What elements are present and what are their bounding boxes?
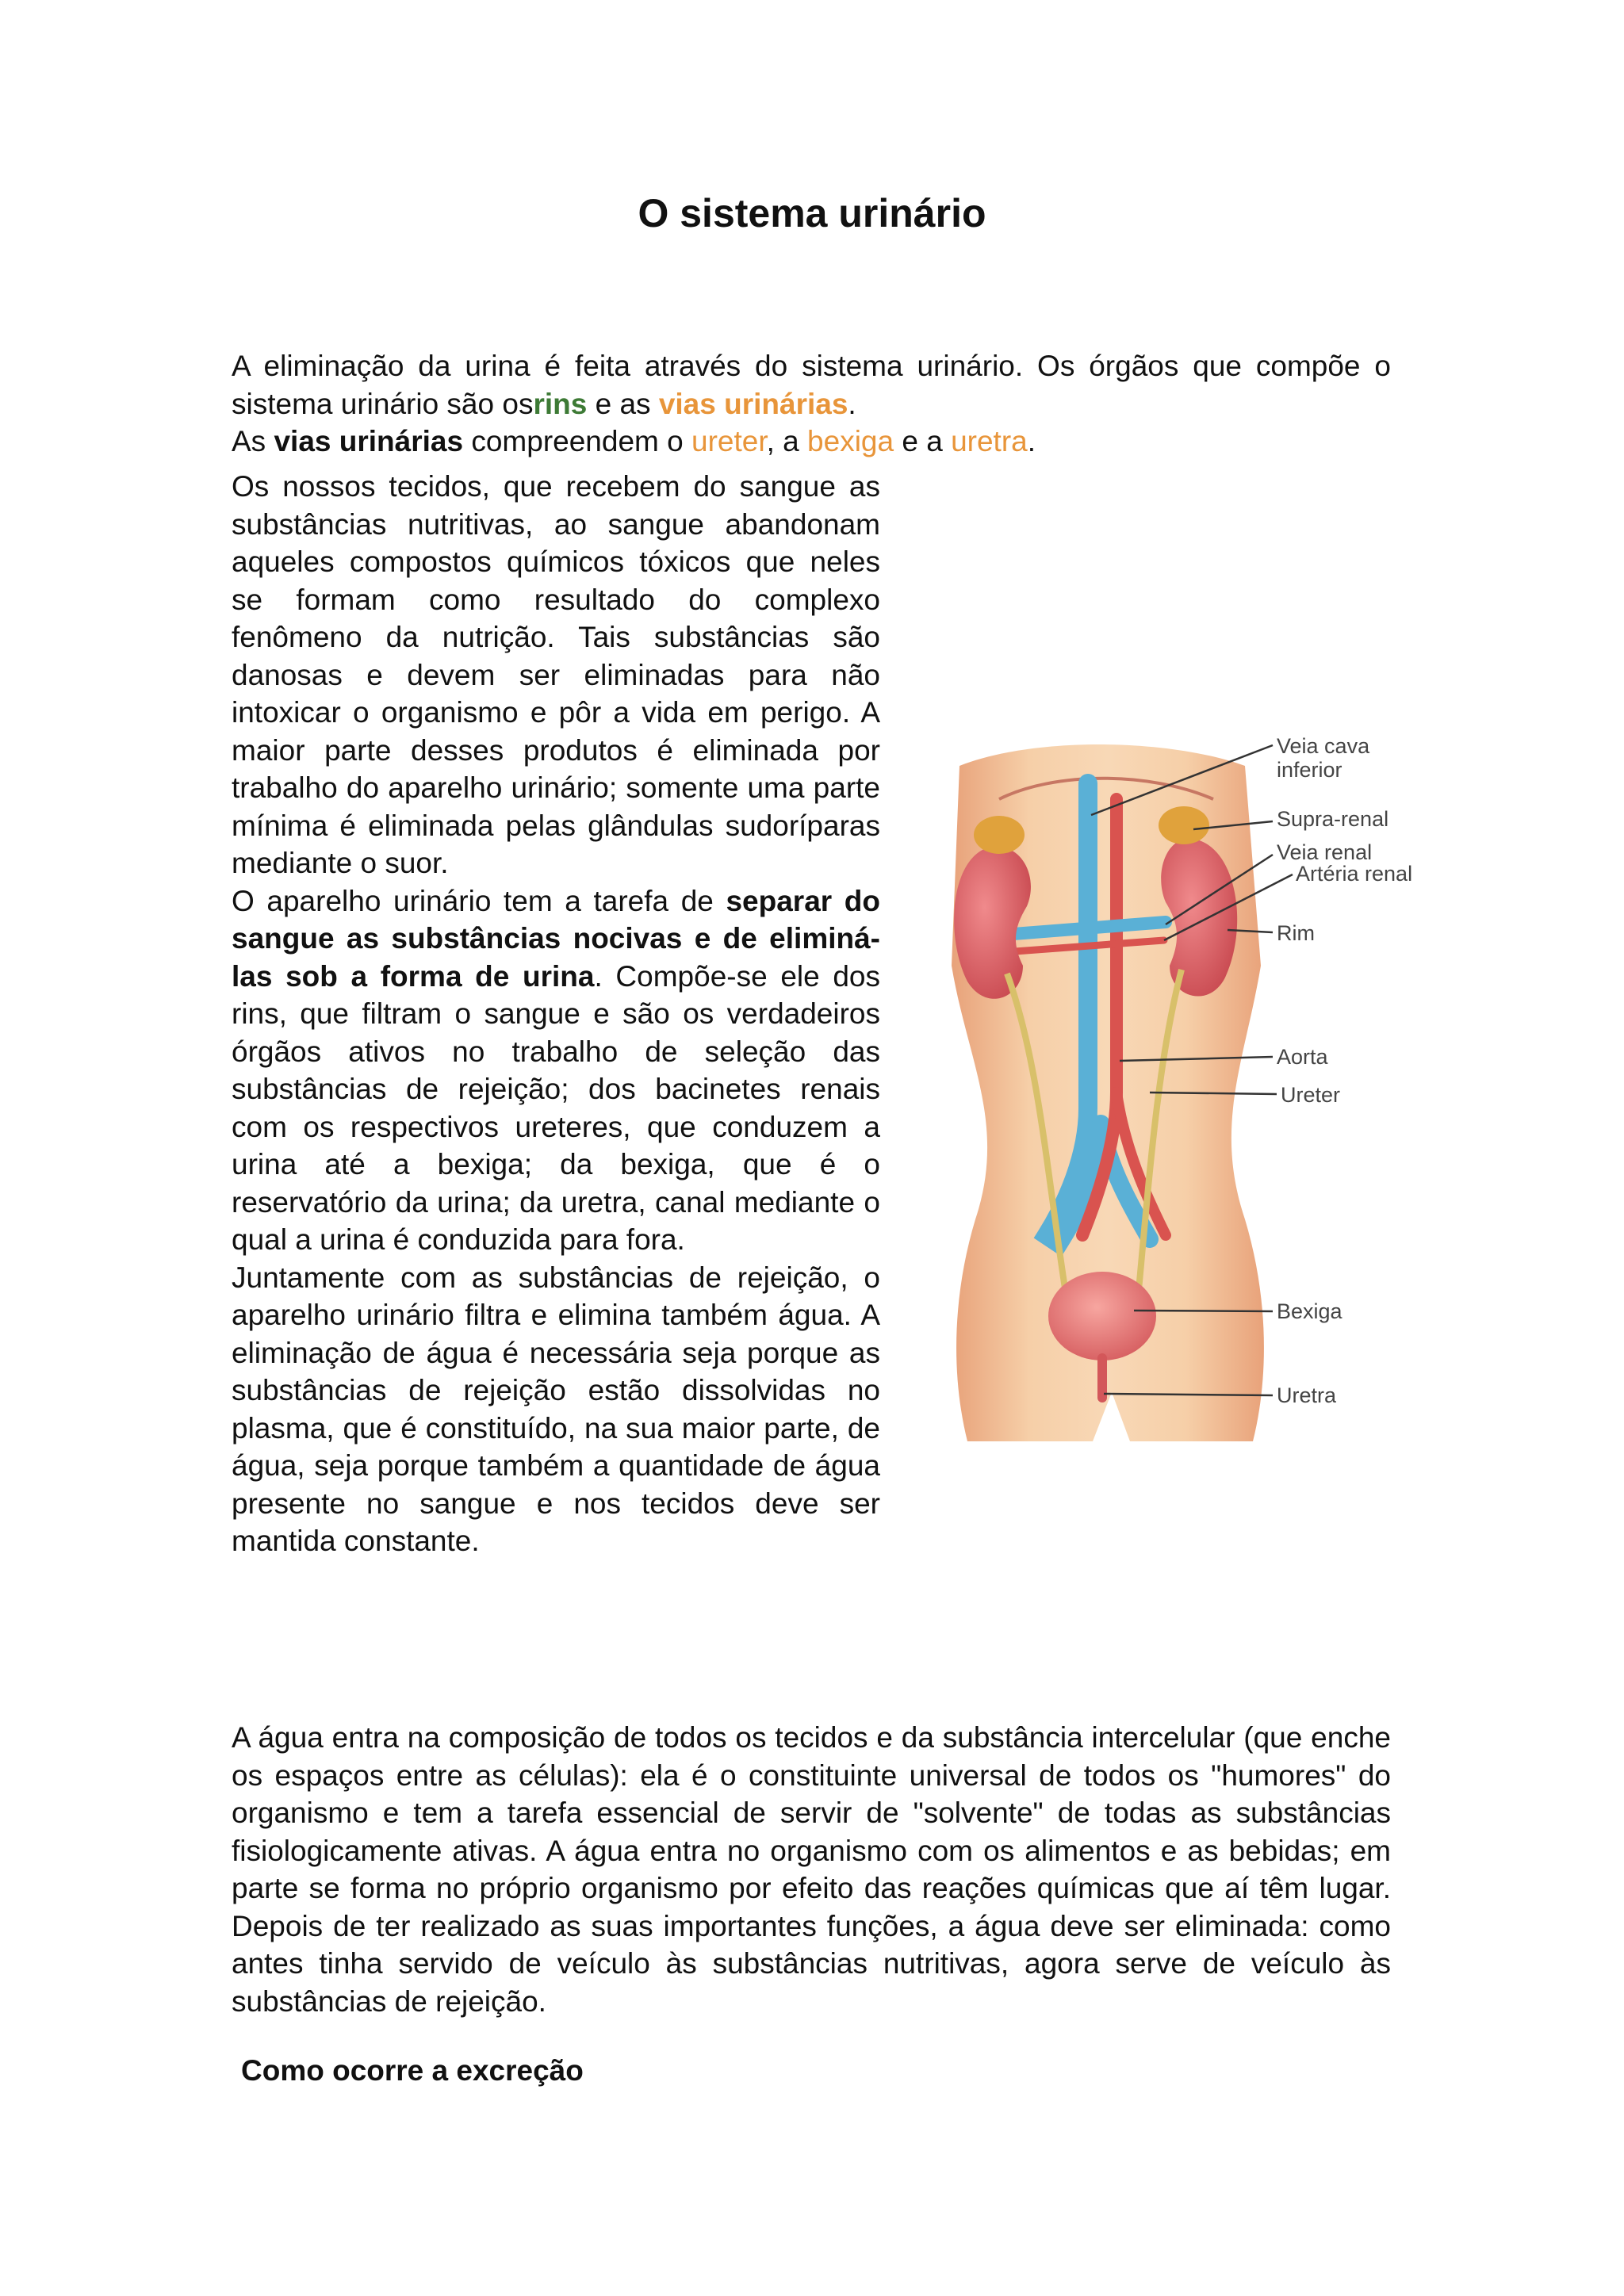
page-title: O sistema urinário: [638, 191, 986, 235]
label-aorta: Aorta: [1277, 1045, 1328, 1069]
label-arteria-renal: Artéria renal: [1296, 862, 1413, 886]
paragraph-aparelho: [232, 882, 880, 1259]
left-column-text: [232, 468, 880, 1560]
label-inferior: inferior: [1277, 758, 1342, 782]
ureter-term: ureter: [691, 425, 767, 457]
intro-text: .: [848, 387, 856, 420]
paragraph-text: . Compõe-se ele dos rins, que filtram o sangue e são os verdadeiros órgãos ativos no trabalho de seleção das substâncias de rejeição; dos bacinetes renais com os respectivos ureteres, que conduzem a urina até a bexiga; da bexiga, que é o reservatório da urina; da uretra, canal mediante o qual a urina é conduzida para fora.: [232, 959, 880, 1256]
intro-paragraph: [232, 347, 1391, 461]
rins-term: rins: [533, 387, 588, 420]
intro-text: e a: [894, 425, 952, 457]
label-uretra: Uretra: [1277, 1383, 1337, 1407]
bexiga-term: bexiga: [807, 425, 894, 457]
paragraph-agua: Juntamente com as substâncias de rejeição, o aparelho urinário filtra e elimina também água. A eliminação de água é necessária seja porque as substâncias de rejeição estão dissolvidas no plasma, que é constituído, na sua maior parte, de água, seja porque também a quantidade de água presente no sangue e nos tecidos deve ser mantida constante.: [232, 1261, 880, 1557]
intro-text: .: [1027, 425, 1036, 457]
label-veia-cava: Veia cava: [1277, 734, 1370, 758]
right-adrenal-icon: [1159, 806, 1209, 844]
intro-text: A eliminação da urina é feita através do sistema urinário. Os órgãos que compõe o sistema urinário são os: [232, 350, 1391, 420]
paragraph-tecidos: Os nossos tecidos, que recebem do sangue as substâncias nutritivas, ao sangue abandonam aqueles compostos químicos tóxicos que neles se formam como resultado do complexo fenômeno da nutrição. Tais substâncias são danosas e devem ser eliminadas para não intoxicar o organismo e pôr a vida em perigo. A maior parte desses produtos é eliminada por trabalho do aparelho urinário; somente uma parte mínima é eliminada pelas glândulas sudoríparas mediante o suor.: [232, 470, 880, 879]
label-rim: Rim: [1277, 921, 1315, 945]
paragraph-agua-composicao: A água entra na composição de todos os tecidos e da substância intercelular (que enche os espaços entre as células): ela é o constituinte universal de todos os "humores" do organismo e tem a tarefa essencial de servir de "solvente" de todas as substâncias fisiologicamente ativas. A água entra no organismo com os alimentos e as bebidas; em parte se forma no próprio organismo por efeito das reações químicas que aí têm lugar. Depois de ter realizado as suas importantes funções, a água deve ser eliminada: como antes tinha servido de veículo às substâncias nutritivas, agora serve de veículo às substâncias de rejeição.: [232, 1721, 1391, 2018]
vias-urinarias-term: vias urinárias: [658, 387, 848, 420]
urinary-system-illustration: [912, 728, 1459, 1451]
uretra-term: uretra: [951, 425, 1028, 457]
paragraph-text: O aparelho urinário tem a tarefa de: [232, 884, 726, 917]
bold-phrase: separar do sangue as substâncias nocivas e de eliminá-las sob a forma de urina: [232, 884, 880, 993]
intro-text: As: [232, 425, 274, 457]
left-adrenal-icon: [974, 816, 1025, 854]
section-heading: Como ocorre a excreção: [241, 2054, 584, 2087]
label-ureter: Ureter: [1281, 1083, 1341, 1107]
label-bexiga: Bexiga: [1277, 1299, 1342, 1323]
intro-text: compreendem o: [463, 425, 691, 457]
intro-text: , a: [766, 425, 808, 457]
bladder-icon: [1048, 1272, 1156, 1360]
label-veia-renal: Veia renal: [1277, 840, 1373, 864]
intro-text: e as: [587, 387, 659, 420]
vias-urinarias-bold: vias urinárias: [274, 425, 464, 457]
label-supra-renal: Supra-renal: [1277, 807, 1389, 831]
